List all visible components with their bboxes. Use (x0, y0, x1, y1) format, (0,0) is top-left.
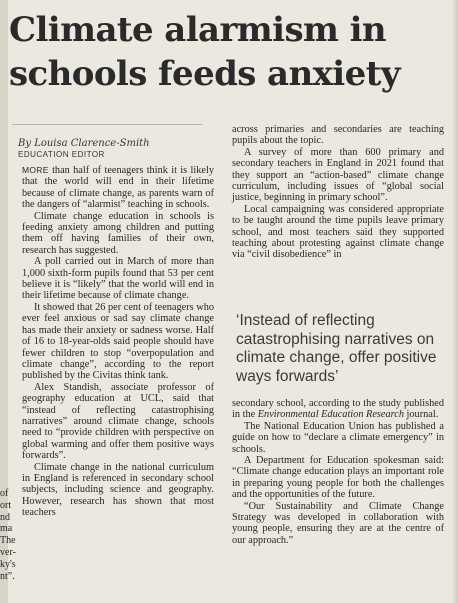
adjacent-article-fragments (0, 488, 18, 582)
byline-role: EDUCATION EDITOR (18, 150, 105, 159)
paragraph: Climate change in the national curriculum in England is referenced in secondary school subjects, including science and geography. However, research has shown that most teachers (22, 461, 214, 519)
paragraph: MORE than half of teenagers think it is likely that the world will end in their lifetime because of climate change, as parents warn of the dangers of “alarmist” teaching in schools. (22, 165, 214, 211)
fragment-line: nt”. (0, 570, 15, 582)
paragraph: A Department for Education spokesman said: “Climate change education plays an important role in preparing young people for both the challenges and the opportunities of the future. (232, 455, 444, 501)
page-edge-shadow (452, 0, 458, 603)
fragment-line: The (0, 535, 16, 547)
fragment-line: of (0, 488, 9, 499)
byline-author: Louisa Clarence-Smith (34, 138, 150, 149)
journal-name: Environmental Education Research (257, 409, 404, 421)
paragraph: A poll carried out in March of more than 1,000 sixth-form pupils found that 53 per cent believe it is “likely” that the world will end in their lifetime because of climate change. (22, 256, 214, 302)
article-column-2 (232, 124, 444, 261)
paragraph: Alex Standish, associate professor of geography education at UCL, said that “instead of reflecting catastrophising narratives” around climate change, schools need to “provide children with perspective on global warming and offer them positive ways forwards”. (22, 381, 214, 462)
fragment-line: ver- (0, 546, 16, 558)
paragraph: It showed that 26 per cent of teenagers who ever feel anxious or sad say climate change has made their anxiety or sadness worse. Half of 16 to 18-year-olds said people should have fewer children to stop “overpopulation and climate change”, according to the report published by the Civitas think tank. (22, 301, 214, 382)
fragment-line: ma (0, 523, 13, 535)
fragment-line: nd (0, 511, 10, 523)
paragraph: A survey of more than 600 primary and secondary teachers in England in 2021 found that they support an “action-based” climate change curriculum, including issues of “global social justice, beginning in primary school”. (232, 146, 444, 204)
paragraph: Climate change education in schools is feeding anxiety among children and putting them off having families of their own, research has suggested. (22, 210, 214, 256)
lead-word: MORE (22, 165, 49, 175)
fragment-line: ky's (0, 558, 16, 570)
article-column-3 (232, 398, 444, 546)
byline (18, 138, 150, 149)
paragraph: “Our Sustainability and Climate Change Strategy was developed in collaboration with young people, ensuring they are at the centre of our approach.” (232, 500, 444, 546)
paragraph: across primaries and secondaries are teaching pupils about the topic. (232, 124, 444, 147)
byline-prefix: By (18, 138, 31, 149)
paragraph: secondary school, according to the study published in the Environmental Education Research journal. (232, 398, 444, 421)
paragraph: Local campaigning was considered appropriate to be taught around the time pupils leave primary school, and most teachers said they supported teaching about protesting against climate change via “civil disobedience” in (232, 203, 444, 261)
paragraph: The National Education Union has published a guide on how to “declare a climate emergency” in schools. (232, 420, 444, 455)
article-column-1 (22, 165, 214, 519)
pull-quote: ‘Instead of reflecting catastrophising narratives on climate change, offer positive ways forwards’ (236, 312, 437, 385)
headline-rule (12, 124, 202, 125)
fragment-line: ort (0, 499, 12, 511)
headline: Climate alarmism in schools feeds anxiety (9, 10, 400, 94)
